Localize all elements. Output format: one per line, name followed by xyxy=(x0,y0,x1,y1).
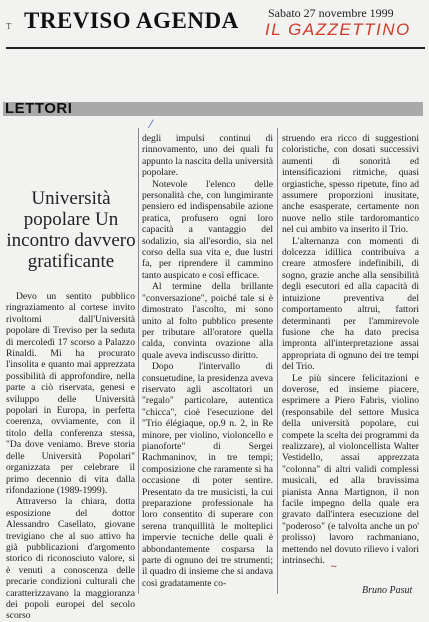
section-label: LETTORI xyxy=(5,100,73,117)
column-divider xyxy=(277,128,278,594)
issue-date: Sabato 27 novembre 1999 xyxy=(268,6,394,20)
paragraph: Le più sincere felicitazioni e doverose, ed insieme piacere, esprimere a Piero Fabris, violino (responsabile del settore Musica della università popolare, cui compete la scelta dei programmi da realizzare), al violoncellista Walter Vestidello, assai apprezzata "colonna" di altri validi complessi musicali, ed alla bravissima pianista Anna Martignon, il non facile impegno della quale era gravato dall'intera esecuzione del "poderoso" (e talvolta anche un po' prolisso) lavoro rachmaniano, mettendo nel dovuto rilievo i valori intrinsechi. xyxy=(282,372,419,567)
article-headline: Università popolare Un incontro davvero gratificante xyxy=(6,188,136,272)
newspaper-name: IL GAZZETTINO xyxy=(265,20,411,39)
paragraph: degli impulsi continui di rinnovamento, uno dei quali fu appunto la nascita della università popolare. xyxy=(142,133,273,179)
paragraph: Attraverso la chiara, dotta esposizione del dottor Alessandro Casellato, giovane trevigiano che al suo attivo ha già pubblicazioni d'argomento storico di riconosciuto valore, si è venuti a conoscenza delle precarie condizioni culturali che caratterizzavano la maggioranza dei popoli europei del secolo scorso xyxy=(6,496,135,622)
masthead-mark: T xyxy=(6,22,12,31)
article-column-1 xyxy=(6,291,135,622)
pen-mark-icon: ⁄ xyxy=(150,118,152,131)
paragraph: struendo era ricco di suggestioni coloristiche, con dosati successivi aumenti di sonorità ed intensificazioni ritmiche, quasi orgiastiche, spesso ripetute, fino ad assumere proporzioni inusitate, anche esasperate, certamente non nuove nello stile tardoromantico nel cui ambito va inserito il Trio. xyxy=(282,133,419,236)
masthead-rule xyxy=(6,47,425,49)
section-title: TREVISO AGENDA xyxy=(24,8,239,33)
article-column-3 xyxy=(282,133,419,567)
paragraph: L'alternanza con momenti di dolcezza idillica contribuiva a creare atmosfere indefinibili, di sogno, grazie anche alla sensibilità degli esecutori ed alla capacità di intuizione preventiva del comportamento altrui, fattori determinanti per l'ammirevole fusione che ha dato precisa impronta all'interpretazione assai appropriata di ognuno dei tre tempi del Trio. xyxy=(282,235,419,373)
paragraph: Notevole l'elenco delle personalità che, con lungimirante pensiero ed indispensabile azione pratica, profusero ogni loro capacità a vantaggio del sodalizio, sia all'esordio, sia nel corso della sua vita e, due lustri fa, per riprendere il cammino tanto auspicato e così efficace. xyxy=(142,178,273,281)
handwritten-mark-icon: ~ xyxy=(330,562,338,572)
paragraph: Devo un sentito pubblico ringraziamento al cortese invito rivoltomi dall'Università popolare di Treviso per la seduta di mercoledì 17 scorso a Palazzo Rinaldi. Mi ha procurato l'insolita e quanto mai apprezzata possibilità di approfondire, nella parte a ciò riservata, genesi e sviluppo delle Università popolari in Europa, in perfetta coerenza, ovviamente, con il titolo della conferenza stessa, "Da dove veniamo. Breve storia delle Università Popolari" organizzata per celebrare il primo decennio di vita dalla rifondazione (1989-1999). xyxy=(6,291,135,496)
paragraph: Al termine della brillante "conversazione", poiché tale si è dimostrato l'ascolto, mi sono unito al folto pubblico presente per tributare all'oratore quella calda, convinta ovazione alla quale aveva indiscusso diritto. xyxy=(142,281,273,361)
column-divider xyxy=(138,128,139,594)
masthead xyxy=(6,2,426,46)
article-column-2 xyxy=(142,133,273,595)
paragraph: Dopo l'intervallo di consuetudine, la presidenza aveva riservato agli ascoltatori un "regalo" particolare, autentica "chicca", cioè l'esecuzione del "Trio élégiaque, op.9 n. 2, in Re minore, per violino, violoncello e pianoforte" di Sergei Rachmaninov, in tre tempi; composizione che raramente si ha occasione di poter sentire. Presentato da tre musicisti, la cui preparazione professionale ha loro consentito di superare con serena tranquillità le molteplici impervie tecniche delle quali è abbondantemente cosparsa la parte di ognuno dei tre strumenti; il quadro di insieme che si andava così gradatamente co- xyxy=(142,361,273,589)
author-signature: Bruno Pasut xyxy=(362,585,413,596)
